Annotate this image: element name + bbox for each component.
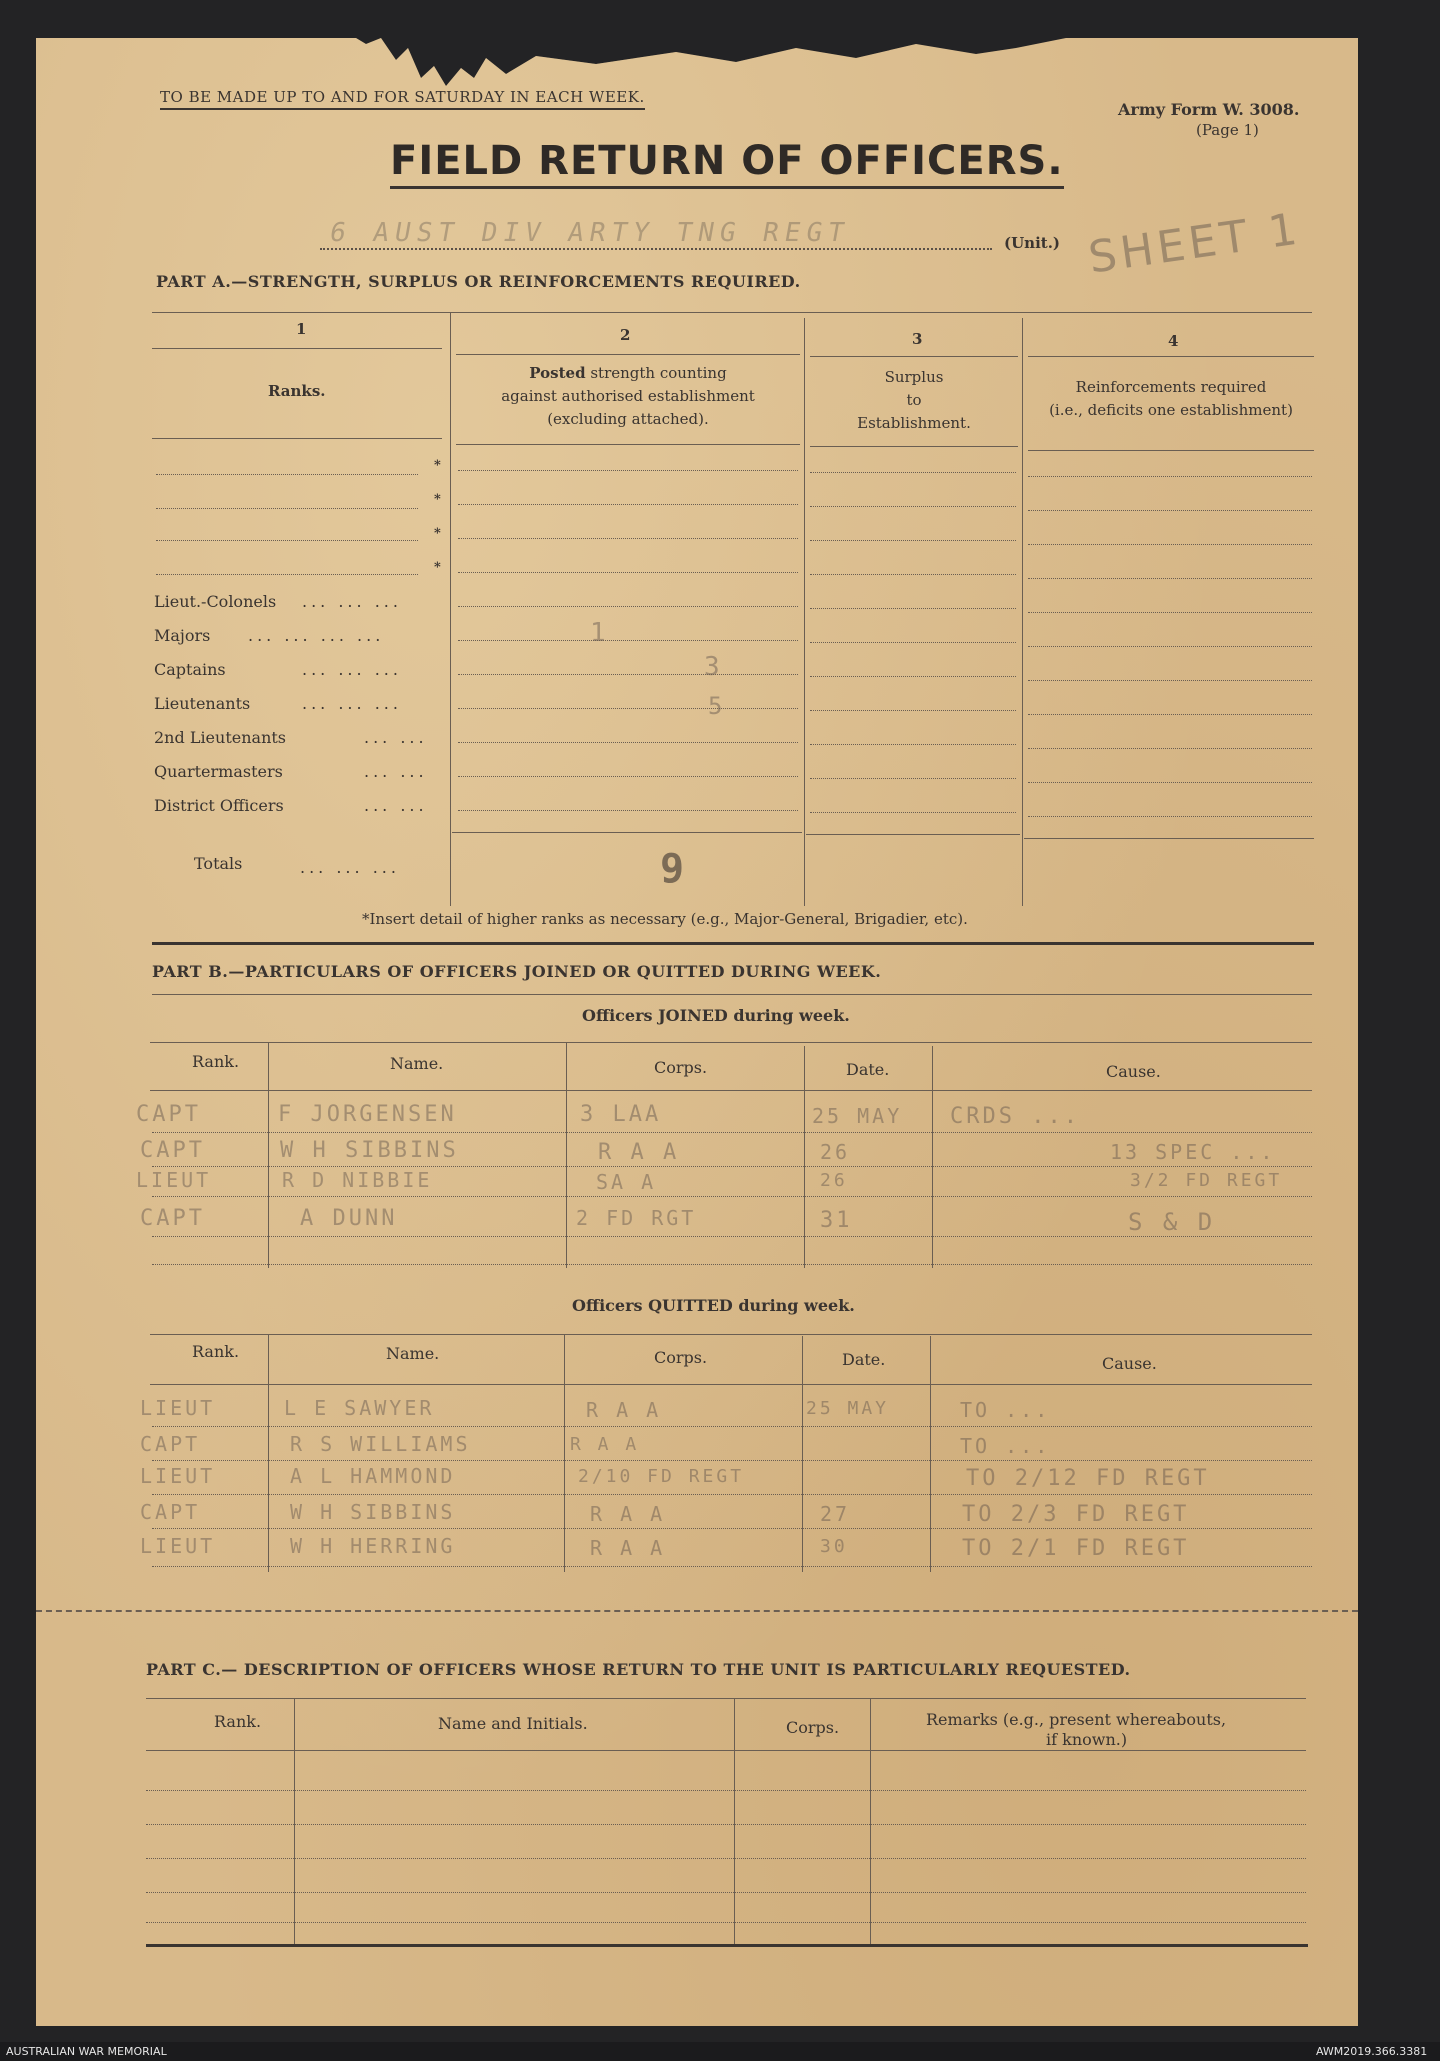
quitted-corps: R A A <box>586 1398 662 1422</box>
row-line <box>1028 714 1312 715</box>
row-line <box>458 742 798 743</box>
quitted-heading: Officers QUITTED during week. <box>572 1296 855 1315</box>
part-c-row-line <box>146 1858 1306 1859</box>
totals-rule <box>1024 838 1314 839</box>
quitted-date: 27 <box>820 1502 851 1526</box>
part-a-top-rule <box>152 312 1312 313</box>
col-number-3: 3 <box>912 330 923 348</box>
header-bottom-rule <box>1028 450 1314 451</box>
header-bottom-rule <box>152 438 442 439</box>
part-a-bottom-rule <box>152 942 1314 945</box>
part-a-col-divider <box>804 318 805 906</box>
quitted-row-line <box>152 1528 1312 1529</box>
posted-line2: against authorised establishment <box>501 387 755 405</box>
joined-col-divider <box>804 1046 805 1268</box>
joined-corps: SA A <box>596 1170 657 1194</box>
row-line <box>810 608 1016 609</box>
row-line <box>810 676 1016 677</box>
rank-dots: ... ... ... <box>302 660 402 679</box>
joined-date: 25 MAY <box>812 1104 903 1128</box>
part-c-th-name: Name and Initials. <box>438 1714 588 1733</box>
row-line <box>1028 578 1312 579</box>
unit-label: (Unit.) <box>1004 234 1061 252</box>
rank-dots: ... ... ... ... <box>248 626 385 645</box>
col-number-4: 4 <box>1168 332 1179 350</box>
rank-dots: ... ... <box>364 762 428 781</box>
blank-rank-line <box>156 540 418 541</box>
joined-col-divider <box>268 1042 269 1268</box>
col-header-ranks: Ranks. <box>268 382 326 400</box>
row-line <box>1028 748 1312 749</box>
surplus-line2: to <box>906 391 922 409</box>
archive-name: AUSTRALIAN WAR MEMORIAL <box>6 2045 167 2058</box>
rank-label: Lieutenants <box>154 694 251 713</box>
part-c-row-line <box>146 1892 1306 1893</box>
quitted-row-line <box>152 1566 1312 1567</box>
col-header-posted-strength <box>456 362 800 431</box>
quitted-name: W H HERRING <box>290 1534 456 1558</box>
archive-footer <box>0 2042 1440 2061</box>
quitted-rank: LIEUT <box>140 1464 216 1488</box>
totals-rule <box>806 834 1020 835</box>
part-c-row-line <box>146 1922 1306 1923</box>
quitted-cause: TO ... <box>960 1434 1051 1458</box>
part-c-header-rule <box>146 1750 1306 1751</box>
quitted-table-top <box>150 1334 1312 1335</box>
row-line <box>1028 646 1312 647</box>
quitted-row-line <box>152 1460 1312 1461</box>
row-line <box>458 538 798 539</box>
part-c-th-remarks-2: if known.) <box>1046 1730 1128 1749</box>
row-line <box>458 640 798 641</box>
unit-handwritten: 6 AUST DIV ARTY TNG REGT <box>327 218 853 248</box>
row-line <box>1028 476 1312 477</box>
blank-rank-line <box>156 474 418 475</box>
row-line <box>1028 680 1312 681</box>
rank-label: Majors <box>154 626 211 645</box>
joined-heading: Officers JOINED during week. <box>582 1006 850 1025</box>
part-c-col-divider <box>734 1698 735 1946</box>
part-c-row-line <box>146 1790 1306 1791</box>
sheet-handwritten: SHEET 1 <box>1085 203 1304 284</box>
blank-rank-line <box>156 508 418 509</box>
quitted-th-name: Name. <box>386 1344 440 1363</box>
joined-col-divider <box>566 1042 567 1268</box>
row-line <box>810 506 1016 507</box>
joined-row-line <box>152 1196 1312 1197</box>
quitted-th-corps: Corps. <box>654 1348 708 1367</box>
rank-dots: ... ... ... <box>302 592 402 611</box>
surplus-line1: Surplus <box>884 368 944 386</box>
quitted-col-divider <box>930 1336 931 1572</box>
joined-header-rule <box>150 1090 1312 1091</box>
header-bottom-rule <box>456 444 800 445</box>
part-c-th-rank: Rank. <box>214 1712 262 1731</box>
quitted-th-rank: Rank. <box>192 1342 240 1361</box>
rank-label: Lieut.-Colonels <box>154 592 277 611</box>
joined-cause: 3/2 FD REGT <box>1130 1170 1283 1191</box>
joined-cause: CRDS ... <box>950 1104 1080 1129</box>
header-rule <box>1028 356 1314 357</box>
quitted-name: W H SIBBINS <box>290 1500 456 1524</box>
joined-row-line <box>152 1236 1312 1237</box>
surplus-line3: Establishment. <box>857 414 971 432</box>
row-line <box>810 540 1016 541</box>
row-line <box>458 606 798 607</box>
joined-rank: CAPT <box>136 1102 201 1127</box>
joined-name: W H SIBBINS <box>280 1138 459 1163</box>
quitted-name: A L HAMMOND <box>290 1464 456 1488</box>
quitted-row-line <box>152 1426 1312 1427</box>
row-line <box>810 778 1016 779</box>
quitted-cause: TO ... <box>960 1398 1051 1422</box>
row-line <box>1028 782 1312 783</box>
star-marker: * <box>434 458 441 473</box>
quitted-th-cause: Cause. <box>1102 1354 1157 1373</box>
joined-rank: LIEUT <box>136 1168 212 1192</box>
row-line <box>810 642 1016 643</box>
header-rule <box>810 356 1018 357</box>
col-header-reinforcements <box>1028 376 1314 422</box>
joined-th-corps: Corps. <box>654 1058 708 1077</box>
quitted-date: 25 MAY <box>806 1398 890 1419</box>
joined-row-line <box>152 1264 1312 1265</box>
page-number: (Page 1) <box>1196 121 1259 139</box>
col-number-2: 2 <box>620 326 631 344</box>
col-header-surplus <box>810 366 1018 435</box>
col-number-1: 1 <box>296 320 307 338</box>
joined-th-name: Name. <box>390 1054 444 1073</box>
quitted-date: 30 <box>820 1536 848 1557</box>
totals-value: 9 <box>660 846 688 892</box>
part-c-th-remarks: Remarks (e.g., present whereabouts, <box>926 1710 1227 1729</box>
star-marker: * <box>434 492 441 507</box>
part-c-heading: PART C.— DESCRIPTION OF OFFICERS WHOSE RETURN TO THE UNIT IS PARTICULARLY REQUESTED. <box>146 1660 1131 1679</box>
joined-corps: R A A <box>598 1140 680 1165</box>
joined-date: 31 <box>820 1208 853 1233</box>
rank-label: Quartermasters <box>154 762 283 781</box>
row-line <box>458 674 798 675</box>
row-line <box>458 504 798 505</box>
row-line <box>458 776 798 777</box>
part-c-rule <box>146 1698 1306 1699</box>
posted-line3: (excluding attached). <box>547 410 709 428</box>
rank-label: Captains <box>154 660 226 679</box>
part-c-col-divider <box>294 1698 295 1946</box>
totals-label: Totals <box>194 854 243 873</box>
quitted-header-rule <box>150 1384 1312 1385</box>
reinforcements-line2: (i.e., deficits one establishment) <box>1049 401 1293 419</box>
totals-dots: ... ... ... <box>300 858 400 877</box>
quitted-cause: TO 2/3 FD REGT <box>962 1502 1190 1527</box>
part-c-th-corps: Corps. <box>786 1718 840 1737</box>
rank-label: District Officers <box>154 796 284 815</box>
star-marker: * <box>434 526 441 541</box>
quitted-corps: R A A <box>590 1502 666 1526</box>
instruction-text: TO BE MADE UP TO AND FOR SATURDAY IN EACH WEEK. <box>160 88 645 110</box>
rank-label: 2nd Lieutenants <box>154 728 287 747</box>
blank-rank-line <box>156 574 418 575</box>
joined-table-top <box>150 1042 1312 1043</box>
joined-row-line <box>152 1132 1312 1133</box>
row-line <box>1028 816 1312 817</box>
row-line <box>458 572 798 573</box>
joined-rank: CAPT <box>140 1206 205 1231</box>
part-b-rule <box>152 994 1312 995</box>
rank-dots: ... ... <box>364 728 428 747</box>
row-line <box>458 470 798 471</box>
quitted-rank: CAPT <box>140 1500 201 1524</box>
quitted-corps: R A A <box>590 1536 666 1560</box>
quitted-name: L E SAWYER <box>284 1396 435 1420</box>
quitted-col-divider <box>268 1334 269 1572</box>
page-title: FIELD RETURN OF OFFICERS. <box>390 138 1064 189</box>
perforation-line <box>36 1610 1358 1612</box>
row-line <box>1028 510 1312 511</box>
joined-name: F JORGENSEN <box>278 1102 457 1127</box>
part-a-col-divider <box>1022 318 1023 906</box>
quitted-col-divider <box>564 1334 565 1572</box>
joined-rank: CAPT <box>140 1138 205 1163</box>
row-line <box>1028 612 1312 613</box>
joined-col-divider <box>932 1046 933 1268</box>
joined-name: R D NIBBIE <box>282 1168 433 1192</box>
posted-word: Posted <box>529 364 586 382</box>
joined-row-line <box>152 1166 1312 1167</box>
totals-rule <box>452 832 802 833</box>
reinforcements-line1: Reinforcements required <box>1075 378 1267 396</box>
joined-date: 26 <box>820 1170 848 1191</box>
rank-dots: ... ... <box>364 796 428 815</box>
quitted-col-divider <box>802 1336 803 1572</box>
quitted-rank: LIEUT <box>140 1396 216 1420</box>
quitted-cause: TO 2/1 FD REGT <box>962 1536 1190 1561</box>
joined-cause: 13 SPEC ... <box>1110 1140 1276 1164</box>
quitted-corps: 2/10 FD REGT <box>578 1466 745 1487</box>
header-bottom-rule <box>810 446 1018 447</box>
quitted-cause: TO 2/12 FD REGT <box>966 1466 1210 1491</box>
header-rule <box>456 354 800 355</box>
posted-rest: strength counting <box>585 364 727 382</box>
joined-th-cause: Cause. <box>1106 1062 1161 1081</box>
row-line <box>810 472 1016 473</box>
quitted-rank: CAPT <box>140 1432 201 1456</box>
joined-corps: 2 FD RGT <box>576 1206 697 1230</box>
part-c-col-divider <box>870 1698 871 1946</box>
quitted-th-date: Date. <box>842 1350 886 1369</box>
row-line <box>810 744 1016 745</box>
part-a-col-divider <box>450 312 451 906</box>
joined-th-date: Date. <box>846 1060 890 1079</box>
row-line <box>810 574 1016 575</box>
joined-cause: S & D <box>1128 1208 1216 1236</box>
archive-reference: AWM2019.366.3381 <box>1316 2045 1428 2058</box>
part-c-bottom-rule <box>146 1944 1308 1947</box>
rank-dots: ... ... ... <box>302 694 402 713</box>
joined-date: 26 <box>820 1140 851 1164</box>
row-line <box>1028 544 1312 545</box>
part-c-row-line <box>146 1824 1306 1825</box>
part-b-heading: PART B.—PARTICULARS OF OFFICERS JOINED OR QUITTED DURING WEEK. <box>152 962 882 981</box>
row-line <box>810 710 1016 711</box>
quitted-name: R S WILLIAMS <box>290 1432 471 1456</box>
joined-th-rank: Rank. <box>192 1052 240 1071</box>
joined-name: A DUNN <box>300 1206 398 1231</box>
quitted-corps: R A A <box>570 1434 640 1455</box>
row-line <box>810 812 1016 813</box>
lieutenants-value: 5 <box>708 692 726 720</box>
part-a-footnote: *Insert detail of higher ranks as necessary (e.g., Major-General, Brigadier, etc). <box>362 910 968 928</box>
form-id: Army Form W. 3008. <box>1118 100 1300 119</box>
part-a-heading: PART A.—STRENGTH, SURPLUS OR REINFORCEMENTS REQUIRED. <box>156 272 801 291</box>
row-line <box>458 708 798 709</box>
header-rule <box>152 348 442 349</box>
quitted-rank: LIEUT <box>140 1534 216 1558</box>
captains-value: 3 <box>704 652 723 682</box>
unit-field-line <box>320 248 992 250</box>
joined-corps: 3 LAA <box>580 1102 662 1127</box>
majors-value: 1 <box>590 618 609 648</box>
star-marker: * <box>434 560 441 575</box>
quitted-row-line <box>152 1494 1312 1495</box>
row-line <box>458 810 798 811</box>
